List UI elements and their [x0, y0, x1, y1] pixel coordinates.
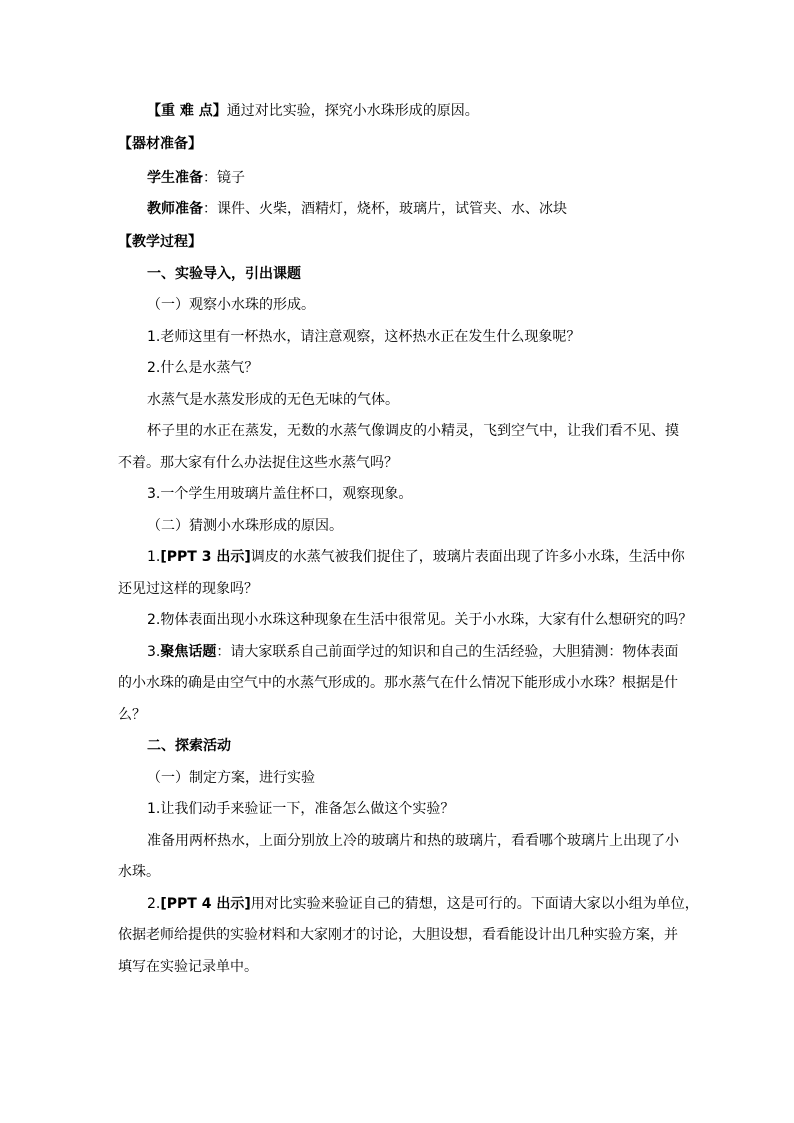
- part1-s2-item1-line2: 还见过这样的现象吗？: [118, 580, 258, 597]
- part1-s2-item1-text: 调皮的水蒸气被我们捉住了，玻璃片表面出现了许多小水珠，生活中你: [250, 549, 685, 565]
- focus-topic-tag: 聚焦话题: [160, 643, 217, 660]
- part2-para-line2: 水珠。: [118, 864, 160, 880]
- part1-sub1: （一）观察小水珠的形成。: [147, 297, 315, 313]
- student-materials-text: ：镜子: [203, 169, 245, 186]
- part1-s2-item3-line2: 的小水珠的确是由空气中的水蒸气形成的。那水蒸气在什么情况下能形成小水珠？根据是什: [118, 675, 678, 691]
- part2-para-line1: 准备用两杯热水，上面分别放上冷的玻璃片和热的玻璃片，看看哪个玻璃片上出现了小: [147, 832, 679, 849]
- part1-s2-item3-line1: [118, 637, 688, 669]
- part2-item1: 1.让我们动手来验证一下，准备怎么做这个实验？: [147, 801, 455, 817]
- part1-sub2: （二）猜测小水珠形成的原因。: [147, 517, 343, 534]
- part1-item2: 2.什么是水蒸气？: [147, 360, 259, 376]
- part1-item3: 3.一个学生用玻璃片盖住杯口，观察现象。: [147, 486, 413, 502]
- ppt3-tag: [PPT 3 出示]: [160, 549, 251, 565]
- part1-item1: 1.老师这里有一杯热水，请注意观察，这杯热水正在发生什么现象呢？: [147, 328, 581, 345]
- key-point-text: 通过对比实验，探究小水珠形成的原因。: [226, 103, 479, 119]
- student-materials-label: 学生准备: [147, 169, 203, 186]
- part1-heading: 一、实验导入，引出课题: [147, 265, 301, 282]
- part1-s2-item3-line3: 么？: [118, 706, 146, 723]
- part2-item2-line2: 依据老师给提供的实验材料和大家刚才的讨论，大胆设想，看看能设计出几种实验方案，并: [118, 927, 678, 943]
- part1-s2-item1-prefix: 1.: [147, 549, 161, 565]
- key-point-section: [118, 96, 688, 128]
- part1-s2-item3-prefix: 3.: [147, 643, 161, 660]
- part2-item2-text: 用对比实验来验证自己的猜想，这是可行的。下面请大家以小组为单位，: [250, 895, 699, 912]
- part1-para-line2: 不着。那大家有什么办法捉住这些水蒸气吗？: [118, 454, 398, 471]
- teacher-materials-label: 教师准备: [147, 201, 203, 217]
- teacher-materials-line: [118, 194, 688, 226]
- student-materials-line: [118, 163, 688, 195]
- part2-item2-line1: [118, 889, 699, 921]
- key-point-label: 【重 难 点】: [147, 103, 227, 119]
- part1-s2-item3-text: ：请大家联系自己前面学过的知识和自己的生活经验，大胆猜测：物体表面: [216, 643, 679, 660]
- part2-heading: 二、探索活动: [147, 738, 231, 754]
- part1-s2-item1-line1: [118, 542, 688, 574]
- materials-heading: 【器材准备】: [118, 136, 202, 152]
- ppt4-tag: [PPT 4 出示]: [160, 895, 251, 912]
- part2-item2-prefix: 2.: [147, 895, 161, 912]
- process-section: [118, 227, 699, 983]
- teacher-materials-text: ：课件、火柴，酒精灯，烧杯，玻璃片，试管夹、水、冰块: [203, 201, 567, 217]
- part1-para-line1: 杯子里的水正在蒸发，无数的水蒸气像调皮的小精灵，飞到空气中，让我们看不见、摸: [147, 423, 679, 439]
- part1-item2-answer: 水蒸气是水蒸发形成的无色无味的气体。: [147, 391, 399, 408]
- key-point-line: [118, 96, 688, 128]
- part2-item2-line3: 填写在实验记录单中。: [118, 958, 258, 975]
- part2-sub1: （一）制定方案，进行实验: [147, 769, 315, 786]
- materials-section: [118, 129, 688, 226]
- process-heading: 【教学过程】: [118, 234, 202, 250]
- part1-s2-item2: 2.物体表面出现小水珠这种现象在生活中很常见。关于小水珠，大家有什么想研究的吗？: [147, 612, 693, 628]
